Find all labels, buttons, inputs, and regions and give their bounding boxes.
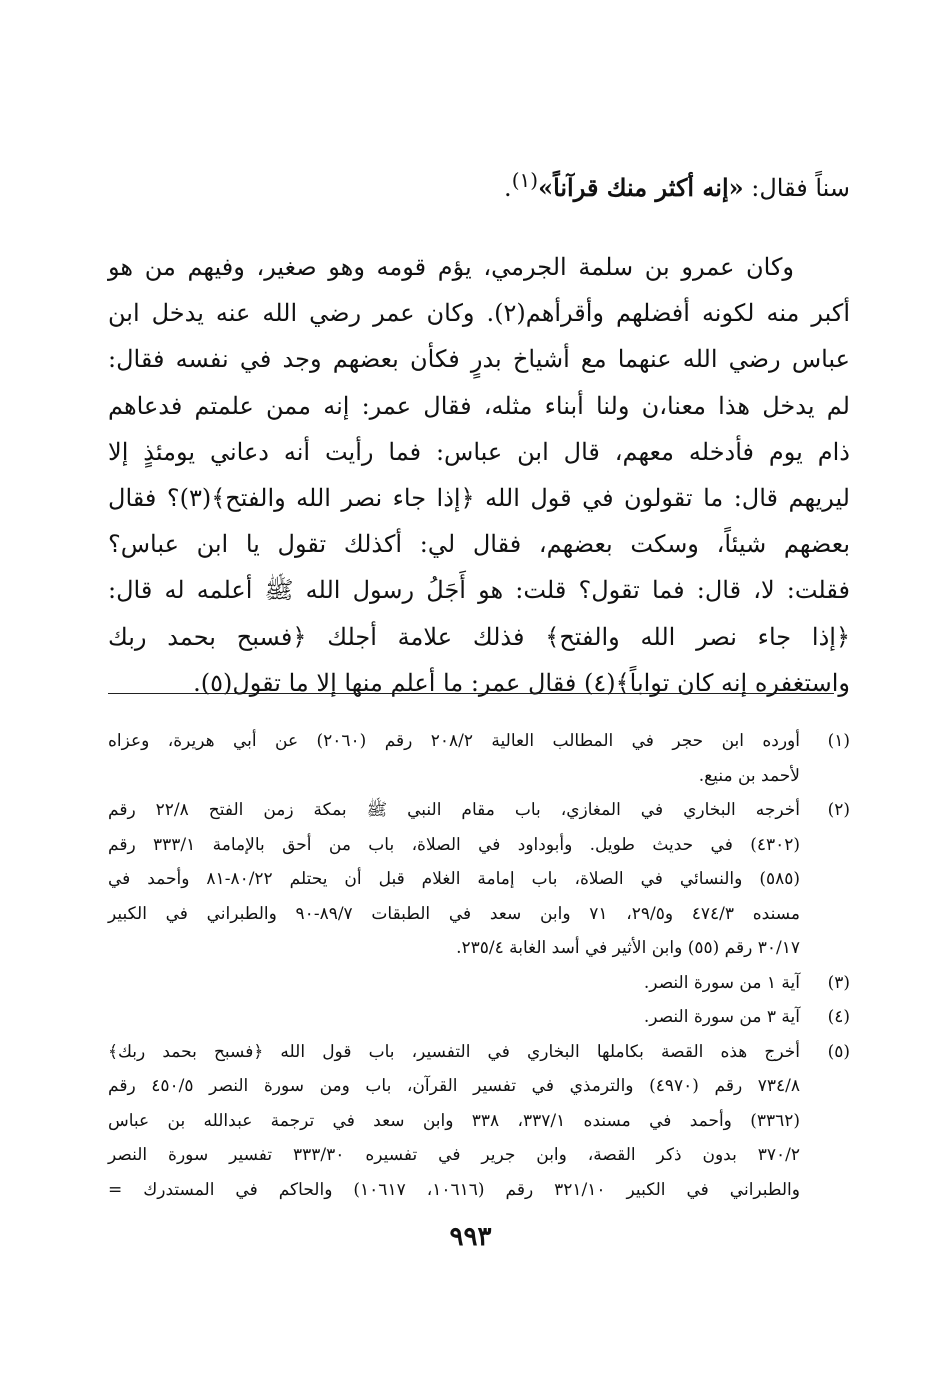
paragraph-line: وكان عمرو بن سلمة الجرمي، يؤم قومه وهو صغير، وفيهم من هو — [108, 253, 794, 281]
footnote-line: (٣٣٦٢) وأحمد في مسنده ٣٣٧/١، ٣٣٨ وابن سعد في ترجمة عبدالله بن عباس — [108, 1110, 801, 1131]
footnote-line: لأحمد بن منيع. — [698, 765, 800, 786]
footnote-line: (٤٣٠٢) في حديث طويل. وأبوداود في الصلاة، باب من أحق بالإمامة ٣٣٣/١ رقم — [108, 834, 800, 855]
footnote-line: والطبراني في الكبير ٣٢١/١٠ رقم (١٠٦١٦، ١٠٦١٧) والحاكم في المستدرك = — [108, 1179, 800, 1200]
footnote-line: أورده ابن حجر في المطالب العالية ٢٠٨/٢ رقم (٢٠٦٠) عن أبي هريرة، وعزاه — [108, 731, 800, 751]
footnote-line: مسنده ٤٧٤/٣ و٢٩/٥، ٧١ وابن سعد في الطبقات ٨٩/٧-٩٠ والطبراني في الكبير — [108, 903, 800, 924]
paragraph-line: ذام يوم فأدخله معهم، قال ابن عباس: فما رأيت أنه دعاني يومئذٍ إلا — [108, 437, 850, 466]
page-body — [108, 160, 850, 706]
footnote-line: ٣٧٠/٢ بدون ذكر القصة، وابن جرير في تفسيره ٣٣٣/٣٠ تفسير سورة النصر — [108, 1145, 800, 1165]
footnote-4 — [108, 1000, 850, 1035]
footnote-5 — [108, 1035, 850, 1208]
paragraph-line: لم يدخل هذا معنا،ن ولنا أبناء مثله، فقال عمر: إنه ممن علمتم فدعاهم — [108, 391, 850, 420]
footnote-line: أخرجه البخاري في المغازي، باب مقام النبي ﷺ بمكة زمن الفتح ٢٢/٨ رقم — [108, 800, 800, 820]
footnote-line: آية ٣ من سورة النصر. — [643, 1007, 800, 1027]
footnote-2 — [108, 793, 850, 966]
footnote-3 — [108, 966, 850, 1001]
opening-line-suffix: . — [504, 174, 512, 202]
footnote-line: آية ١ من سورة النصر. — [643, 972, 800, 993]
main-paragraph — [108, 244, 850, 706]
footnote-number: (٥) — [827, 1041, 850, 1062]
footnote-line: (٥٨٥) والنسائي في الصلاة، باب إمامة الغلام قبل أن يحتلم ٨٠/٢٢-٨١ وأحمد في — [108, 869, 801, 889]
footnotes — [108, 724, 850, 1207]
opening-line-prefix: سناً فقال: — [743, 174, 850, 202]
footnote-number: (٤) — [827, 1007, 850, 1027]
paragraph-line: واستغفره إنه كان تواباً﴾(٤) فقال عمر: ما أعلم منها إلا ما تقول(٥). — [193, 668, 850, 697]
footnote-line: ٣٠/١٧ رقم (٥٥) وابن الأثير في أسد الغابة ٢٣٥/٤. — [456, 938, 800, 958]
footnote-number: (١) — [827, 731, 850, 751]
footnote-separator — [108, 693, 834, 694]
footnote-marker: (١) — [511, 168, 539, 192]
footnote-number: (٣) — [827, 972, 850, 993]
paragraph-line: فقلت: لا، قال: فما تقول؟ قلت: هو أَجَلُ رسول الله ﷺ أعلمه له قال: — [108, 576, 850, 605]
paragraph-line: ﴿إذا جاء نصر الله والفتح﴾ فذلك علامة أجلك ﴿فسبح بحمد ربك — [108, 622, 851, 651]
quoted-saying: «إنه أكثر منك قرآناً» — [538, 173, 744, 202]
footnote-line: أخرج هذه القصة بكاملها البخاري في التفسير، باب قول الله ﴿فسبح بحمد ربك﴾ — [108, 1041, 800, 1062]
paragraph-line: عباس رضي الله عنهما مع أشياخ بدرٍ فكأن بعضهم وجد في نفسه فقال: — [108, 345, 850, 374]
paragraph-line: ليريهم قال: ما تقولون في قول الله ﴿إذا جاء نصر الله والفتح﴾(٣)؟ فقال — [108, 483, 850, 512]
opening-line — [108, 160, 850, 208]
footnote-number: (٢) — [827, 800, 850, 820]
paragraph-line: بعضهم شيئاً، وسكت بعضهم، فقال لي: أكذلك تقول يا ابن عباس؟ — [108, 530, 850, 559]
paragraph-line: أكبر منه لكونه أفضلهم وأقرأهم(٢). وكان عمر رضي الله عنه يدخل ابن — [108, 299, 850, 328]
footnote-1 — [108, 724, 850, 793]
footnote-line: ٧٣٤/٨ رقم (٤٩٧٠) والترمذي في تفسير القرآن، باب ومن سورة النصر ٤٥٠/٥ رقم — [108, 1076, 801, 1096]
page-number: ٩٩٣ — [449, 1222, 492, 1252]
